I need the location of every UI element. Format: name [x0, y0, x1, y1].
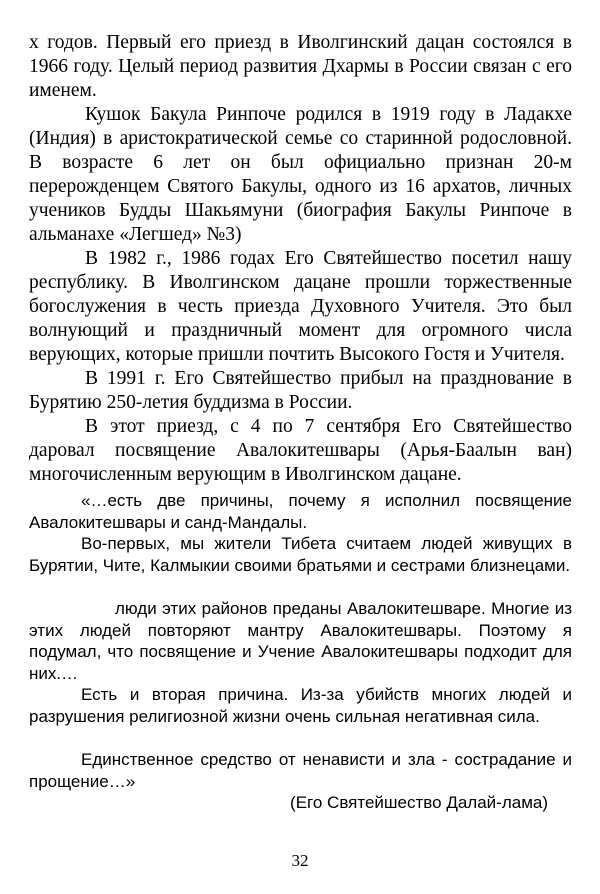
paragraph-visits-1982-1986: В 1982 г., 1986 годах Его Святейшество посетил нашу республику. В Иволгинском дацане прошли торжественные богослужения в честь приезда Духовного Учителя. Это был волнующий и праздничный момент для огромного числа верующих, которые пришли почтить Высокого Гостя и Учителя. [29, 248, 572, 365]
page-number: 32 [291, 851, 309, 870]
paragraph-visit-1991: В 1991 г. Его Святейшество прибыл на празднование в Бурятию 250-летия буддизма в России. [29, 368, 572, 413]
quote-paragraph-devotion: люди этих районов преданы Авалокитешваре. Многие из этих людей повторяют мантру Авалокитешвары. Поэтому я подумал, что посвящение и Учение Авалокитешвары подходит для них.… [29, 599, 572, 683]
paragraph-continuation: х годов. Первый его приезд в Иволгинский дацан состоялся в 1966 году. Целый период развития Дхармы в России связан с его именем. [29, 32, 572, 101]
quote-paragraph-compassion: Единственное средство от ненависти и зла - сострадание и прощение…» [29, 750, 572, 791]
quote-attribution: (Его Святейшество Далай-лама) [290, 793, 548, 812]
paragraph-initiation: В этот приезд, с 4 по 7 сентября Его Святейшество даровал посвящение Авалокитешвары (Арья-Баалын ван) многочисленным верующим в Иволгинском дацане. [29, 416, 572, 485]
quote-paragraph-reasons: «…есть две причины, почему я исполнил посвящение Авалокитешвары и санд-Мандалы. [29, 491, 572, 532]
paragraph-bakula-biography: Кушок Бакула Ринпоче родился в 1919 году в Ладакхе (Индия) в аристократической семье со старинной родословной. В возрасте 6 лет он был официально признан 20-м перерожденцем Святого Бакулы, одного из 16 архатов, личных учеников Будды Шакьямуни (биография Бакулы Ринпоче в альманахе «Легшед» №3) [29, 104, 572, 245]
quote-paragraph-second-reason: Есть и вторая причина. Из-за убийств многих людей и разрушения религиозной жизни очень сильная негативная сила. [29, 685, 572, 726]
quote-paragraph-first-reason: Во-первых, мы жители Тибета считаем людей живущих в Бурятии, Чите, Калмыкии своими братьями и сестрами близнецами. [29, 534, 572, 575]
